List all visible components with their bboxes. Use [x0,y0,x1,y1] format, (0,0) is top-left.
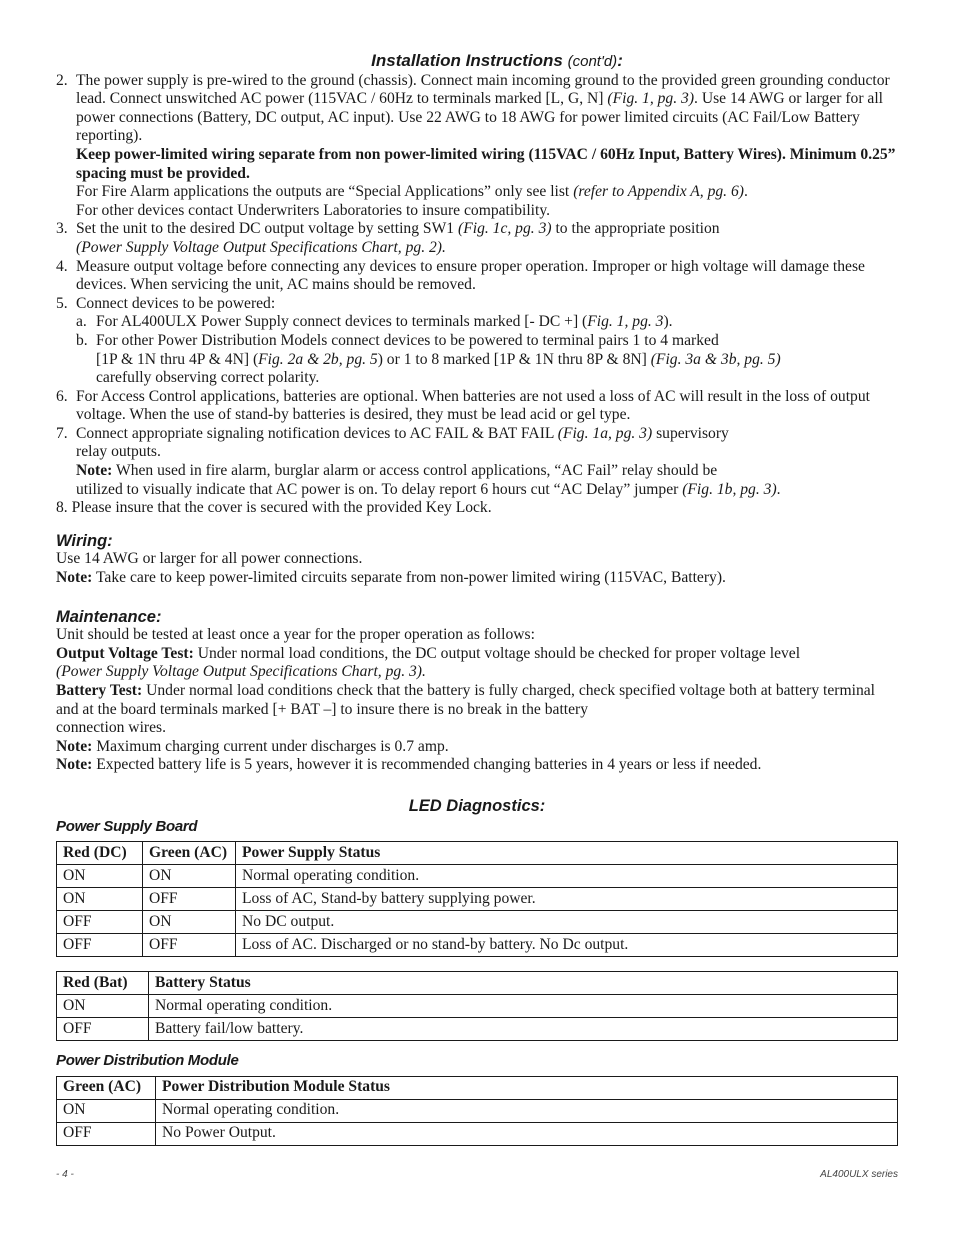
table-row [57,888,898,911]
table-cell: Normal operating condition. [149,995,898,1018]
series-label: AL400ULX series [820,1169,898,1180]
table-header: Green (AC) [143,842,236,865]
power-supply-board-title: Power Supply Board [56,817,198,835]
table-cell: OFF [57,1122,156,1145]
step-8: 8. Please insure that the cover is secured with the provided Key Lock. [56,499,492,517]
installation-steps [56,72,898,500]
battery-status-table [56,971,898,1041]
step-3: 3. Set the unit to the desired DC output voltage by setting SW1 (Fig. 1c, pg. 3) to the appropriate position (Power Supply Voltage Output Specifications Chart, pg. 2). [56,220,720,256]
table-header: Power Supply Status [236,842,898,865]
table-header-row [57,842,898,865]
wiring-note: Note: Take care to keep power-limited circuits separate from non-power limited wiring (115VAC, Battery). [56,569,726,587]
table-cell: ON [143,911,236,934]
step-5-sublist [76,313,898,387]
table-cell: Loss of AC, Stand-by battery supplying power. [236,888,898,911]
step-5: 5. Connect devices to be powered: a. For AL400ULX Power Supply connect devices to terminals marked [- DC +] (Fig. 1, pg. 3). b. For other Power Distribution Models connect devices to be powered to terminal pairs 1 to 4 marked [1P & 1N thru 4P & 4N] (Fig. 2a & 2b, pg. 5) or 1 to 8 marked [1P & 1N thru 8P & 8N] (Fig. 3a & 3b, pg. 5) carefully observing correct polarity. [56,295,898,388]
table-row [57,1018,898,1041]
table-cell: ON [57,865,143,888]
table-cell: No DC output. [236,911,898,934]
power-supply-status-table [56,841,898,957]
table-cell: OFF [143,934,236,957]
battery-test: Battery Test: Under normal load conditions check that the battery is fully charged, check specified voltage both at battery terminal and at the board terminals marked [+ BAT –] to insure there is no break in the battery connection wires. [56,682,875,737]
installation-heading: Installation Instructions (cont'd): [371,51,623,70]
table-header: Red (DC) [57,842,143,865]
table-cell: ON [143,865,236,888]
table-row [57,934,898,957]
table-row [57,865,898,888]
wiring-line: Use 14 AWG or larger for all power connections. [56,550,363,568]
table-cell: OFF [57,911,143,934]
table-header-row [57,1076,898,1099]
led-diagnostics-heading: LED Diagnostics: [408,796,546,815]
table-cell: Normal operating condition. [236,865,898,888]
table-row [57,911,898,934]
table-cell: No Power Output. [156,1122,898,1145]
table-cell: ON [57,995,149,1018]
document-page [56,52,898,1146]
table-header-row [57,972,898,995]
power-distribution-module-title: Power Distribution Module [56,1052,239,1070]
table-cell: OFF [57,934,143,957]
step-4: 4. Measure output voltage before connecting any devices to ensure proper operation. Improper or high voltage will damage these devices. When servicing the unit, AC mains should be removed. [56,257,865,294]
table-cell: ON [57,888,143,911]
maintenance-note-2: Note: Expected battery life is 5 years, however it is recommended changing batteries in 4 years or less if needed. [56,756,762,774]
table-row [57,1122,898,1145]
step-5a: a. For AL400ULX Power Supply connect devices to terminals marked [- DC +] (Fig. 1, pg. 3). [76,313,673,331]
step-6: 6. For Access Control applications, batteries are optional. When batteries are not used a loss of AC will result in the loss of output voltage. When the use of stand-by batteries is desired, they must be lead acid or gel type. [56,387,870,424]
table-cell: Loss of AC. Discharged or no stand-by battery. No Dc output. [236,934,898,957]
output-voltage-test: Output Voltage Test: Under normal load conditions, the DC output voltage should be checked for proper voltage level (Power Supply Voltage Output Specifications Chart, pg. 3). [56,644,801,681]
step-5b: b. For other Power Distribution Models connect devices to be powered to terminal pairs 1 to 4 marked [1P & 1N thru 4P & 4N] (Fig. 2a & 2b, pg. 5) or 1 to 8 marked [1P & 1N thru 8P & 8N] (Fig. 3a & 3b, pg. 5) carefully observing correct polarity. [76,331,781,387]
table-header: Green (AC) [57,1076,156,1099]
step-2: 2. The power supply is pre-wired to the ground (chassis). Connect main incoming ground to the provided green grounding conductor lead. Connect unswitched AC power (115VAC / 60Hz to terminals marked [L, G, N] (Fig. 1, pg. 3). Use 14 AWG or larger for all power connections (Battery, DC output, AC input). Use 22 AWG to 18 AWG for power limited circuits (AC Fail/Low Battery reporting). Keep power-limited wiring separate from non power-limited wiring (115VAC / 60Hz Input, Battery Wires). Minimum 0.25” spacing must be provided. For Fire Alarm applications the outputs are “Special Applications” only see list (refer to Appendix A, pg. 6). For other devices contact Underwriters Laboratories to insure compatibility. [56,71,896,219]
table-row [57,1099,898,1122]
table-cell: ON [57,1099,156,1122]
table-cell: Battery fail/low battery. [149,1018,898,1041]
table-header: Power Distribution Module Status [156,1076,898,1099]
table-cell: OFF [57,1018,149,1041]
maintenance-intro: Unit should be tested at least once a year for the proper operation as follows: [56,626,535,644]
page-footer [56,1166,898,1185]
table-row [57,995,898,1018]
table-cell: OFF [143,888,236,911]
wiring-heading: Wiring: [56,531,113,550]
page-number: - 4 - [56,1169,74,1180]
step-7: 7. Connect appropriate signaling notification devices to AC FAIL & BAT FAIL (Fig. 1a, pg. 3) supervisory relay outputs. Note: When used in fire alarm, burglar alarm or access control applications, “AC Fail” relay should be utilized to visually indicate that AC power is on. To delay report 6 hours cut “AC Delay” jumper (Fig. 1b, pg. 3). [56,424,781,498]
table-header: Red (Bat) [57,972,149,995]
table-header: Battery Status [149,972,898,995]
maintenance-heading: Maintenance: [56,607,162,626]
power-distribution-status-table [56,1076,898,1146]
table-cell: Normal operating condition. [156,1099,898,1122]
maintenance-note-1: Note: Maximum charging current under discharges is 0.7 amp. [56,737,449,755]
